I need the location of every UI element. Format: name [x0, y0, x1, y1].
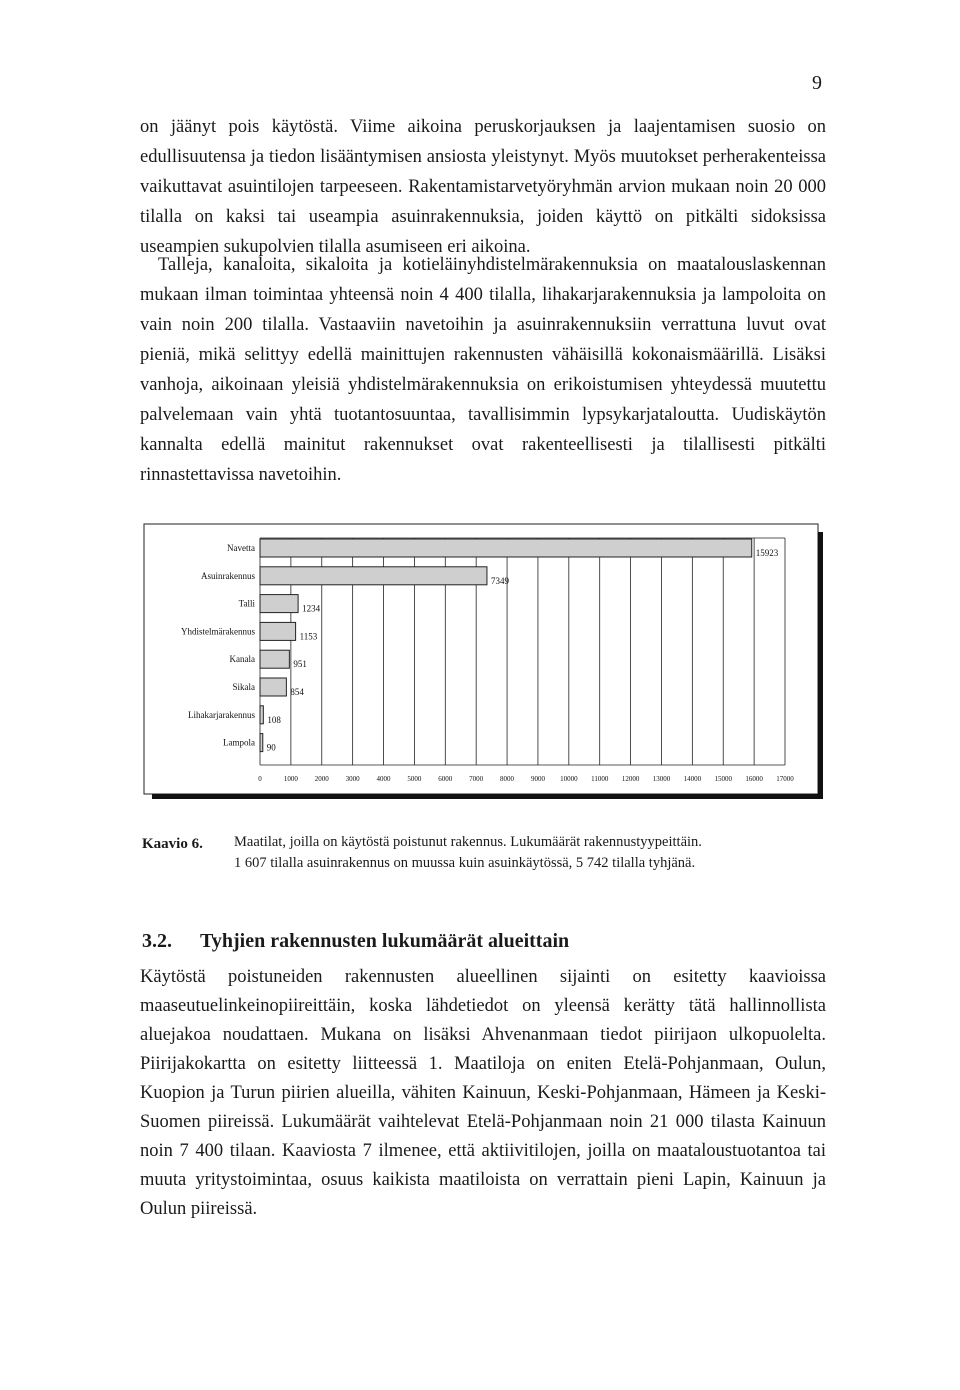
page-number: 9	[812, 72, 822, 94]
x-tick-label: 4000	[376, 775, 391, 783]
data-label: 108	[267, 714, 281, 725]
data-label: 15923	[755, 548, 779, 558]
paragraph-livestock-buildings: Talleja, kanaloita, sikaloita ja kotieläinyhdistelmärakennuksia on maatalouslaskennan mukaan ilman toimintaa yhteensä noin 4 400 tilalla, lihakarjarakennuksia ja lampoloita on vain noin 200 tilalla. Vastaaviin navetoihin ja asuinrakennuksiin verrattuna luvut ovat pieniä, mikä selittyy edellä mainittujen rakennusten vähäisillä kokonaismäärillä. Lisäksi vanhoja, aikoinaan yleisiä yhdistelmärakennuksia on erikoistumisen yhteydessä muutettu palvelemaan vain yhtä tuotantosuuntaa, tavallisimmin lypsykarjataloutta. Uudiskäytön kannalta edellä mainitut rakennukset ovat rakenteellisesti ja tilallisesti pitkälti rinnastettavissa navetoihin.	[140, 255, 826, 485]
x-tick-label: 14000	[683, 775, 702, 783]
figure-caption-label: Kaavio 6.	[142, 836, 203, 852]
paragraph-intro: on jäänyt pois käytöstä. Viime aikoina peruskorjauksen ja laajentamisen suosio on edullisuutensa ja tiedon lisääntymisen ansiosta yleistynyt. Myös muutokset perherakenteissa vaikuttavat asuintilojen tarpeeseen. Rakentamistarvetyöryhmän arvion mukaan noin 20 000 tilalla on kaksi tai useampia asuinrakennuksia, joiden käyttö on pitkälti sidoksissa useampien sukupolvien tilalla asumiseen eri aikoina.	[140, 117, 826, 257]
x-tick-label: 5000	[407, 775, 422, 783]
section-heading	[142, 930, 569, 953]
category-label: Talli	[238, 598, 255, 609]
category-label: Kanala	[229, 654, 255, 665]
x-tick-label: 0	[258, 775, 262, 783]
x-tick-label: 13000	[652, 775, 671, 783]
x-tick-label: 17000	[776, 775, 794, 783]
x-tick-label: 8000	[500, 775, 515, 783]
x-tick-label: 10000	[560, 775, 578, 783]
paragraph-regional: Käytöstä poistuneiden rakennusten alueellinen sijainti on esitetty kaavioissa maaseutuelinkeinopiireittäin, koska lähdetiedot on yleensä kerätty tätä hallinnollista aluejakoa noudattaen. Mukana on lisäksi Ahvenanmaan tiedot piirijaon ulkopuolelta. Piirijakokartta on esitetty liitteessä 1. Maatiloja on eniten Etelä-Pohjanmaan, Oulun, Kuopion ja Turun piirien alueilla, vähiten Kainuun, Keski-Pohjanmaan, Hämeen ja Keski-Suomen piireissä. Lukumäärät vaihtelevat Etelä-Pohjanmaan noin 21 000 tilasta Kainuun noin 7 400 tilaan. Kaaviosta 7 ilmenee, että aktiivitilojen, joilla on maataloustuotantoa tai muuta yritystoimintaa, osuus kaikista maatiloista on verrattain pieni Lapin, Kainuun ja Oulun piireissä.	[140, 967, 826, 1219]
x-tick-label: 11000	[591, 775, 609, 783]
bar	[260, 539, 752, 557]
category-label: Sikala	[232, 682, 255, 692]
category-label: Yhdistelmärakennus	[181, 626, 255, 637]
chart-frame-shadow-bottom	[152, 794, 823, 799]
bar	[260, 622, 296, 640]
category-label: Lihakarjarakennus	[188, 709, 255, 720]
bar	[260, 650, 289, 668]
x-tick-label: 2000	[314, 775, 329, 783]
x-tick-label: 9000	[530, 775, 545, 783]
x-tick-label: 16000	[745, 775, 763, 783]
bar	[260, 706, 263, 724]
bar	[260, 734, 263, 752]
bar-chart	[140, 520, 830, 805]
category-label: Navetta	[227, 543, 255, 553]
chart-frame-shadow-right	[818, 532, 823, 799]
category-label: Asuinrakennus	[201, 570, 255, 581]
figure-caption-line-2: 1 607 tilalla asuinrakennus on muussa kuin asuinkäytössä, 5 742 tilalla tyhjänä.	[234, 855, 696, 871]
bar	[260, 678, 286, 696]
x-tick-label: 3000	[345, 775, 360, 783]
bar	[260, 595, 298, 613]
section-title: Tyhjien rakennusten lukumäärät alueittain	[200, 930, 570, 952]
bar	[260, 567, 487, 585]
data-label: 90	[266, 742, 276, 753]
data-label: 1234	[302, 603, 321, 614]
x-tick-label: 7000	[469, 775, 484, 783]
x-tick-label: 12000	[621, 775, 640, 783]
data-label: 7349	[490, 575, 509, 586]
data-label: 951	[293, 659, 307, 670]
x-tick-label: 15000	[714, 775, 732, 783]
x-tick-label: 1000	[283, 775, 298, 783]
figure-caption-line-1: Maatilat, joilla on käytöstä poistunut rakennus. Lukumäärät rakennustyypeittäin.	[234, 834, 702, 850]
x-tick-label: 6000	[438, 775, 453, 783]
data-label: 1153	[299, 631, 318, 642]
section-number: 3.2.	[142, 930, 172, 952]
data-label: 854	[290, 687, 304, 697]
category-label: Lampola	[223, 737, 255, 748]
